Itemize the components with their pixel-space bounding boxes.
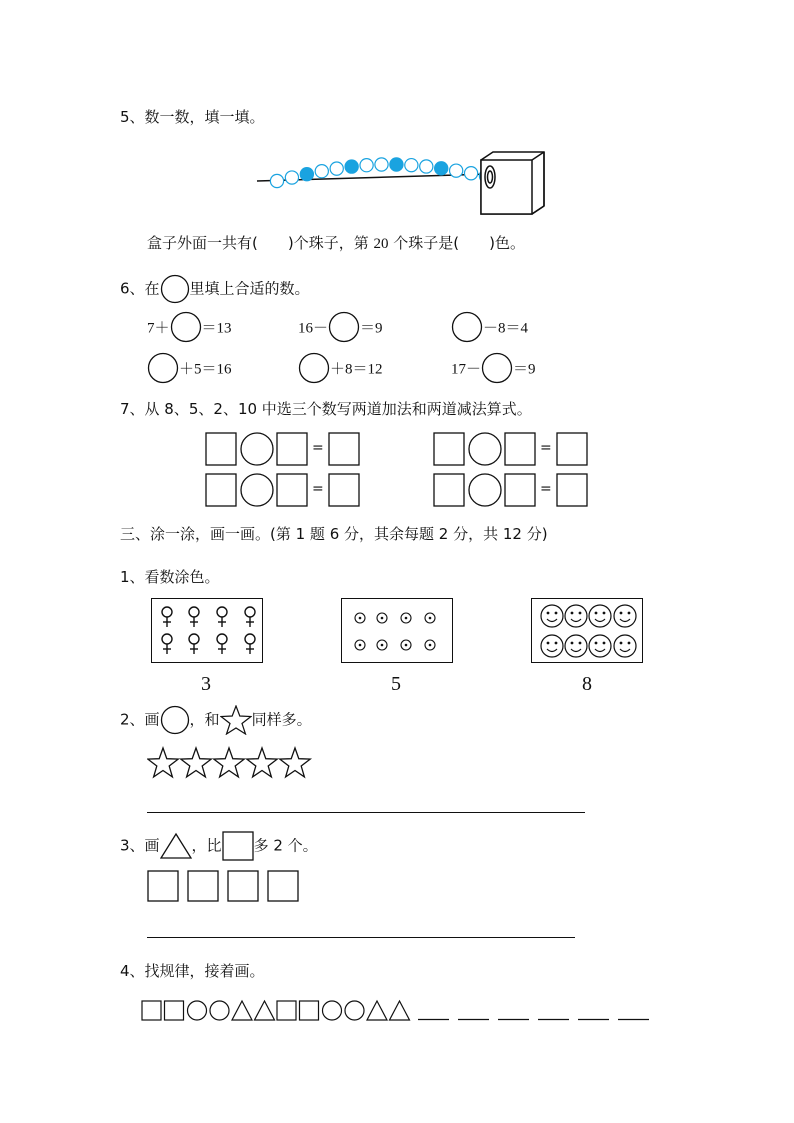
- female-symbol-icon[interactable]: [162, 634, 172, 654]
- square-icon: [188, 871, 218, 901]
- answer-circle[interactable]: [147, 352, 179, 384]
- square-icon: [222, 831, 254, 861]
- circle-icon: [160, 705, 190, 735]
- circle-icon: [323, 1001, 342, 1020]
- female-symbol-icon[interactable]: [189, 607, 199, 627]
- bead-white: [285, 171, 298, 184]
- card-label-8: 8: [582, 673, 592, 695]
- pattern-row: [141, 999, 661, 1023]
- square-icon: [148, 871, 178, 901]
- square-icon: [277, 1001, 296, 1020]
- smiley-face-icon[interactable]: [565, 605, 587, 627]
- triangle-icon: [255, 1001, 275, 1020]
- card-label-3: 3: [201, 673, 211, 695]
- triangle-icon: [367, 1001, 387, 1020]
- smiley-face-icon[interactable]: [541, 635, 563, 657]
- star-row: [147, 745, 317, 781]
- square-icon: [165, 1001, 184, 1020]
- answer-square[interactable]: [505, 474, 535, 506]
- female-symbol-icon[interactable]: [245, 634, 255, 654]
- circle-icon: [188, 1001, 207, 1020]
- q5-question: 盒子外面一共有( )个珠子，第 20 个珠子是( )色。: [147, 234, 525, 252]
- dotted-circle-icon[interactable]: [425, 613, 435, 623]
- answer-square[interactable]: [277, 433, 307, 465]
- q7-expression-4: [433, 473, 593, 511]
- smiley-face-icon[interactable]: [614, 605, 636, 627]
- answer-square[interactable]: [434, 474, 464, 506]
- bead-white: [360, 159, 373, 172]
- bead-white: [270, 174, 283, 187]
- answer-circle[interactable]: [469, 433, 501, 465]
- dotted-circle-icon[interactable]: [401, 640, 411, 650]
- bead-white: [405, 159, 418, 172]
- answer-circle[interactable]: [170, 311, 202, 343]
- bead-white: [450, 164, 463, 177]
- answer-circle[interactable]: [469, 474, 501, 506]
- card-female-symbols[interactable]: [151, 598, 263, 663]
- answer-square[interactable]: [329, 433, 359, 465]
- square-icon: [268, 871, 298, 901]
- star-icon: [247, 748, 277, 777]
- answer-circle[interactable]: [298, 352, 330, 384]
- bead-white: [375, 158, 388, 171]
- dotted-circle-icon[interactable]: [355, 640, 365, 650]
- smiley-face-icon[interactable]: [541, 605, 563, 627]
- dotted-circle-icon[interactable]: [401, 613, 411, 623]
- section3-title: 三、涂一涂，画一画。(第 1 题 6 分，其余每题 2 分，共 12 分): [120, 525, 548, 543]
- card-smiley-faces[interactable]: [531, 598, 643, 663]
- q7-expression-2: [433, 432, 593, 470]
- q7-expression-3: [205, 473, 365, 511]
- dotted-circle-icon[interactable]: [425, 640, 435, 650]
- smiley-face-icon[interactable]: [565, 635, 587, 657]
- female-symbol-icon[interactable]: [245, 607, 255, 627]
- answer-square[interactable]: [329, 474, 359, 506]
- dotted-circle-icon[interactable]: [355, 613, 365, 623]
- bead-white: [464, 167, 477, 180]
- q5-title: 5、数一数，填一填。: [120, 108, 265, 126]
- q7-expression-1: [205, 432, 365, 470]
- p4-title: 4、找规律，接着画。: [120, 962, 265, 980]
- equals-sign: =: [540, 440, 552, 456]
- card-dotted-circles[interactable]: [341, 598, 453, 663]
- p1-title: 1、看数涂色。: [120, 568, 220, 586]
- answer-square[interactable]: [277, 474, 307, 506]
- p3-title: 3、画 ，比 多 2 个。: [120, 831, 318, 861]
- female-symbol-icon[interactable]: [217, 634, 227, 654]
- bead-white: [330, 162, 343, 175]
- bead-blue: [390, 158, 403, 171]
- answer-square[interactable]: [434, 433, 464, 465]
- equals-sign: =: [312, 481, 324, 497]
- equals-sign: =: [312, 440, 324, 456]
- dotted-circle-icon[interactable]: [377, 640, 387, 650]
- female-symbol-icon[interactable]: [162, 607, 172, 627]
- q6-equation-3: －8＝4: [451, 311, 528, 343]
- p2-title: 2、画 ，和 同样多。: [120, 705, 312, 735]
- square-icon: [300, 1001, 319, 1020]
- card-label-5: 5: [391, 673, 401, 695]
- star-icon: [148, 748, 178, 777]
- answer-circle[interactable]: [481, 352, 513, 384]
- q6-equation-4: ＋5＝16: [147, 352, 232, 384]
- square-icon: [142, 1001, 161, 1020]
- smiley-face-icon[interactable]: [614, 635, 636, 657]
- answer-circle[interactable]: [241, 474, 273, 506]
- q6-equation-1: 7＋ ＝13: [147, 311, 232, 343]
- triangle-icon: [390, 1001, 410, 1020]
- answer-circle[interactable]: [328, 311, 360, 343]
- star-icon: [220, 705, 252, 735]
- bead-blue: [300, 168, 313, 181]
- q7-title: 7、从 8、5、2、10 中选三个数写两道加法和两道减法算式。: [120, 400, 532, 418]
- bead-string-illustration: [255, 148, 555, 218]
- square-icon: [228, 871, 258, 901]
- star-icon: [280, 748, 310, 777]
- box-icon: [481, 152, 544, 214]
- smiley-face-icon[interactable]: [589, 635, 611, 657]
- q6-equation-5: ＋8＝12: [298, 352, 383, 384]
- bead-blue: [345, 160, 358, 173]
- answer-square[interactable]: [505, 433, 535, 465]
- circle-icon: [210, 1001, 229, 1020]
- bead-white: [315, 165, 328, 178]
- dotted-circle-icon[interactable]: [377, 613, 387, 623]
- answer-square[interactable]: [206, 474, 236, 506]
- circle-icon: [160, 274, 190, 304]
- answer-square[interactable]: [557, 433, 587, 465]
- answer-circle[interactable]: [241, 433, 273, 465]
- q6-title: 6、在 里填上合适的数。: [120, 274, 310, 304]
- bead-blue: [435, 162, 448, 175]
- star-icon: [181, 748, 211, 777]
- bead-white: [420, 160, 433, 173]
- q6-equation-2: 16－ ＝9: [298, 311, 383, 343]
- answer-line-p3[interactable]: [147, 937, 575, 938]
- circle-icon: [345, 1001, 364, 1020]
- answer-square[interactable]: [206, 433, 236, 465]
- square-row: [147, 870, 302, 904]
- equals-sign: =: [540, 481, 552, 497]
- triangle-icon: [160, 832, 192, 860]
- q6-equation-6: 17－ ＝9: [451, 352, 536, 384]
- smiley-face-icon[interactable]: [589, 605, 611, 627]
- answer-square[interactable]: [557, 474, 587, 506]
- female-symbol-icon[interactable]: [189, 634, 199, 654]
- answer-line-p2[interactable]: [147, 812, 585, 813]
- star-icon: [214, 748, 244, 777]
- answer-circle[interactable]: [451, 311, 483, 343]
- triangle-icon: [232, 1001, 252, 1020]
- female-symbol-icon[interactable]: [217, 607, 227, 627]
